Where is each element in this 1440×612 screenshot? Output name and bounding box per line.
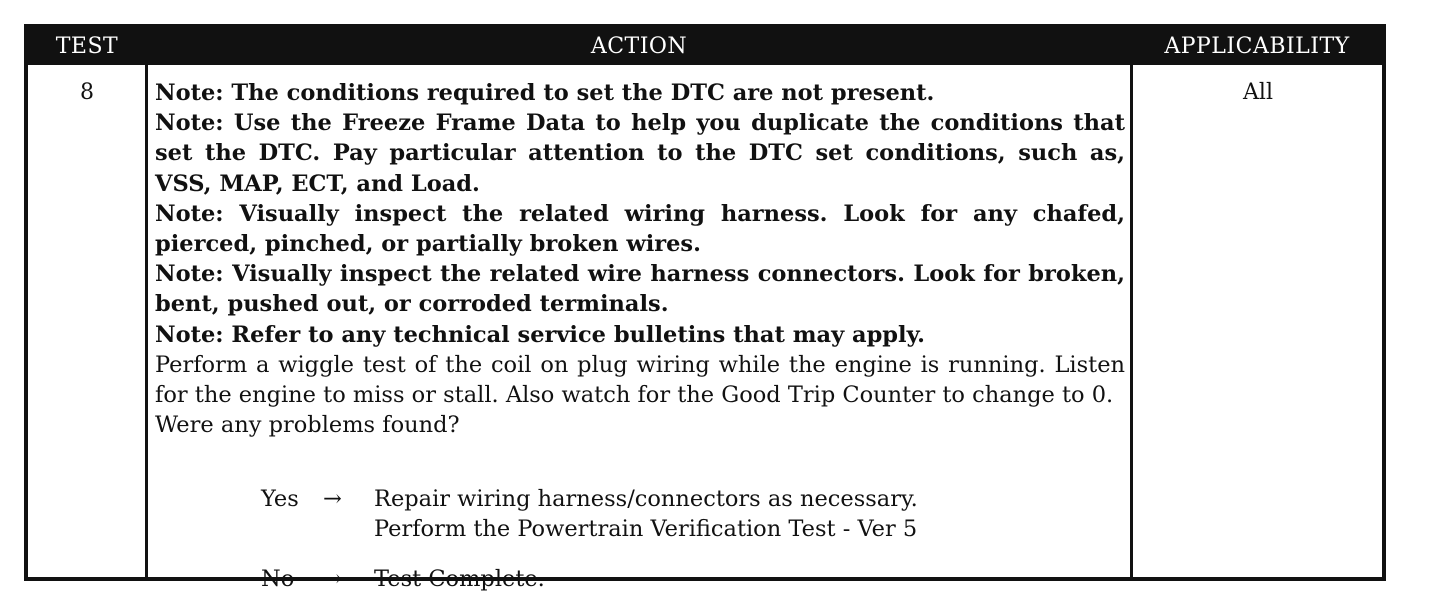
no-action-test-complete: Test Complete. — [374, 566, 545, 592]
header-applicability: APPLICABILITY — [1164, 34, 1350, 59]
column-divider-action-applicability — [1130, 65, 1133, 577]
note-inspect-connectors: Note: Visually inspect the related wire harness connectors. Look for broken, bent, pushed out, or corroded terminals. — [155, 261, 1125, 318]
test-number: 8 — [80, 80, 94, 105]
note-inspect-wiring-harness: Note: Visually inspect the related wiring harness. Look for any chafed, pierced, pinched, or partially broken wires. — [155, 200, 1125, 258]
yes-action-repair: Repair wiring harness/connectors as necessary. — [374, 486, 918, 512]
applicability-value: All — [1243, 80, 1273, 105]
action-cell — [155, 78, 1125, 592]
problems-found-question: Were any problems found? — [155, 412, 460, 439]
yes-arrow-icon: → — [323, 486, 342, 512]
note-freeze-frame-data: Note: Use the Freeze Frame Data to help you duplicate the conditions that set the DTC. Pay particular attention to the DTC set conditions, such as, VSS, MAP, ECT, and Load. — [155, 110, 1125, 197]
header-action: ACTION — [590, 34, 688, 59]
note-service-bulletins: Note: Refer to any technical service bulletins that may apply. — [155, 321, 925, 348]
no-arrow-icon: → — [323, 566, 342, 592]
yes-label: Yes — [261, 486, 299, 512]
table-header-row — [28, 28, 1382, 65]
header-test: TEST — [55, 34, 119, 59]
diagnostic-test-table — [24, 24, 1386, 592]
yes-action-verification-test: Perform the Powertrain Verification Test - Ver 5 — [374, 516, 918, 543]
no-label: No — [261, 566, 295, 592]
column-divider-test-action — [145, 65, 148, 577]
no-actions — [374, 564, 1114, 594]
yes-actions — [374, 484, 1114, 544]
wiggle-test-instruction: Perform a wiggle test of the coil on plug wiring while the engine is running. Listen for the engine to miss or stall. Also watch for the Good Trip Counter to change to 0. — [155, 351, 1125, 409]
note-conditions-not-present: Note: The conditions required to set the DTC are not present. — [155, 80, 935, 106]
